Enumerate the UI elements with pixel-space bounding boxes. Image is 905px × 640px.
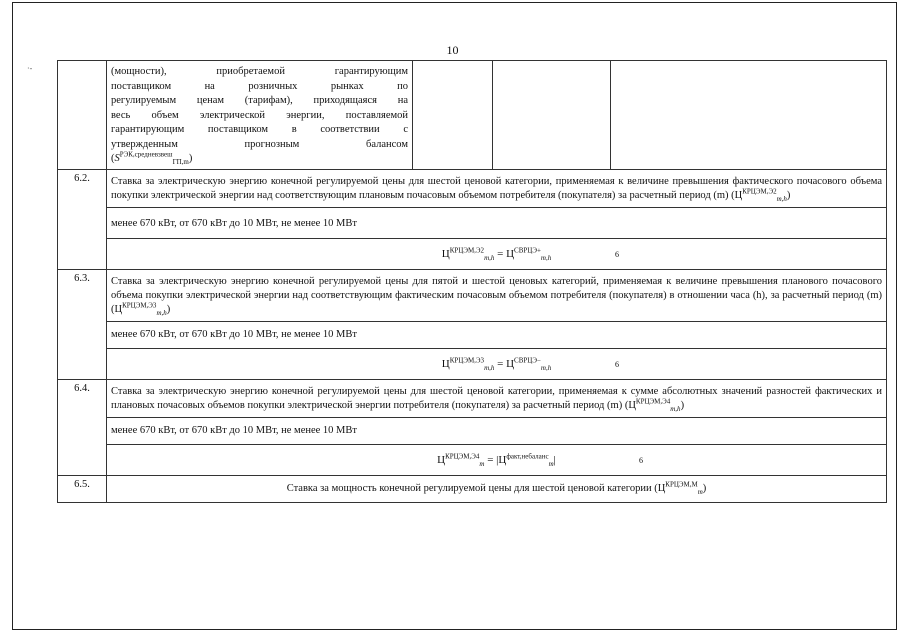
symbol: $(S^{РЭК,средневзвеш}_{ГП,m})$ [111, 150, 193, 167]
table-row-formula [58, 348, 887, 379]
row-description: Ставка за электрическую энергию конечной регулируемой цены для шестой ценовой категории, применяемая к сумме абсолютных значений разностей фактических и плановых почасовых объемов покупки электрической энергии потребителя (покупателя) за расчетный период (m) $(Ц^{КРЦЭМ,Э4}_{m,h})$ [107, 379, 887, 417]
formula-6-3: $Ц^{КРЦЭМ,Э3}_{m,h} = Ц^{СВРЦЭ-}_{m,h}$ 6 [107, 348, 887, 379]
range-text: менее 670 кВт, от 670 кВт до 10 МВт, не менее 10 МВт [107, 321, 887, 348]
table-row-formula [58, 444, 887, 475]
scan-mark: ·- [27, 64, 33, 73]
table-row-range [58, 417, 887, 444]
text-line: регулируемым ценам (тарифам), приходящаяся на [111, 95, 408, 106]
row-description: Ставка за электрическую энергию конечной регулируемой цены для пятой и шестой ценовых категорий, применяемая к величине превышения планового почасового объема покупки электрической энергии над соответствующим фактическим почасовым объемом потребителя (покупателя) в отношении часа (h), за расчетный период (m) $(Ц^{КРЦЭМ,Э3}_{m,h})$ [107, 269, 887, 321]
row-number: 6.5. [58, 475, 107, 502]
text-line: (мощности), приобретаемой гарантирующим [111, 66, 408, 77]
row-description: Ставка за электрическую энергию конечной регулируемой цены для шестой ценовой категории, применяемая к величине превышения фактического почасового объема покупки электрической энергии над соответствующим плановым почасовым объемом потребителя (покупателя) за расчетный период (m) $(Ц^{КРЦЭМ,Э2}_{m,h})$ [107, 169, 887, 207]
formula-note: 6 [615, 359, 619, 369]
table-row-6-5 [58, 475, 887, 502]
table-row-6-3 [58, 269, 887, 321]
empty-cell [413, 61, 493, 170]
text-line: поставщиком на розничных рынках по [111, 80, 408, 92]
formula-note: 6 [639, 455, 643, 465]
continuation-text [107, 61, 413, 170]
tariff-table [57, 60, 887, 503]
empty-cell [611, 61, 887, 170]
table-row-6-4 [58, 379, 887, 417]
range-text: менее 670 кВт, от 670 кВт до 10 МВт, не менее 10 МВт [107, 417, 887, 444]
range-text: менее 670 кВт, от 670 кВт до 10 МВт, не менее 10 МВт [107, 207, 887, 238]
row-number: 6.4. [58, 379, 107, 475]
text-line: весь объем электрической энергии, поставляемой [111, 109, 408, 121]
row-number: 6.2. [58, 169, 107, 269]
row-description: Ставка за мощность конечной регулируемой цены для шестой ценовой категории $(Ц^{КРЦЭМ,М}_m)$ [107, 475, 887, 502]
table-row-6-2 [58, 169, 887, 207]
formula-note: 6 [615, 249, 619, 259]
page-number: 10 [446, 43, 459, 57]
row-number-empty [58, 61, 107, 170]
table-row-continuation [58, 61, 887, 170]
formula-6-4: $Ц^{КРЦЭМ,Э4}_m = |Ц^{факт,небаланс}_m|$ 6 [107, 444, 887, 475]
table-row-range [58, 207, 887, 238]
row-number: 6.3. [58, 269, 107, 379]
table-row-range [58, 321, 887, 348]
table-row-formula [58, 238, 887, 269]
text-line: утвержденным прогнозным балансом [111, 138, 408, 150]
empty-cell [493, 61, 611, 170]
formula-6-2: $Ц^{КРЦЭМ,Э2}_{m,h} = Ц^{СВРЦЭ+}_{m,h}$ 6 [107, 238, 887, 269]
text-line: гарантирующим поставщиком в соответствии с [111, 124, 408, 135]
